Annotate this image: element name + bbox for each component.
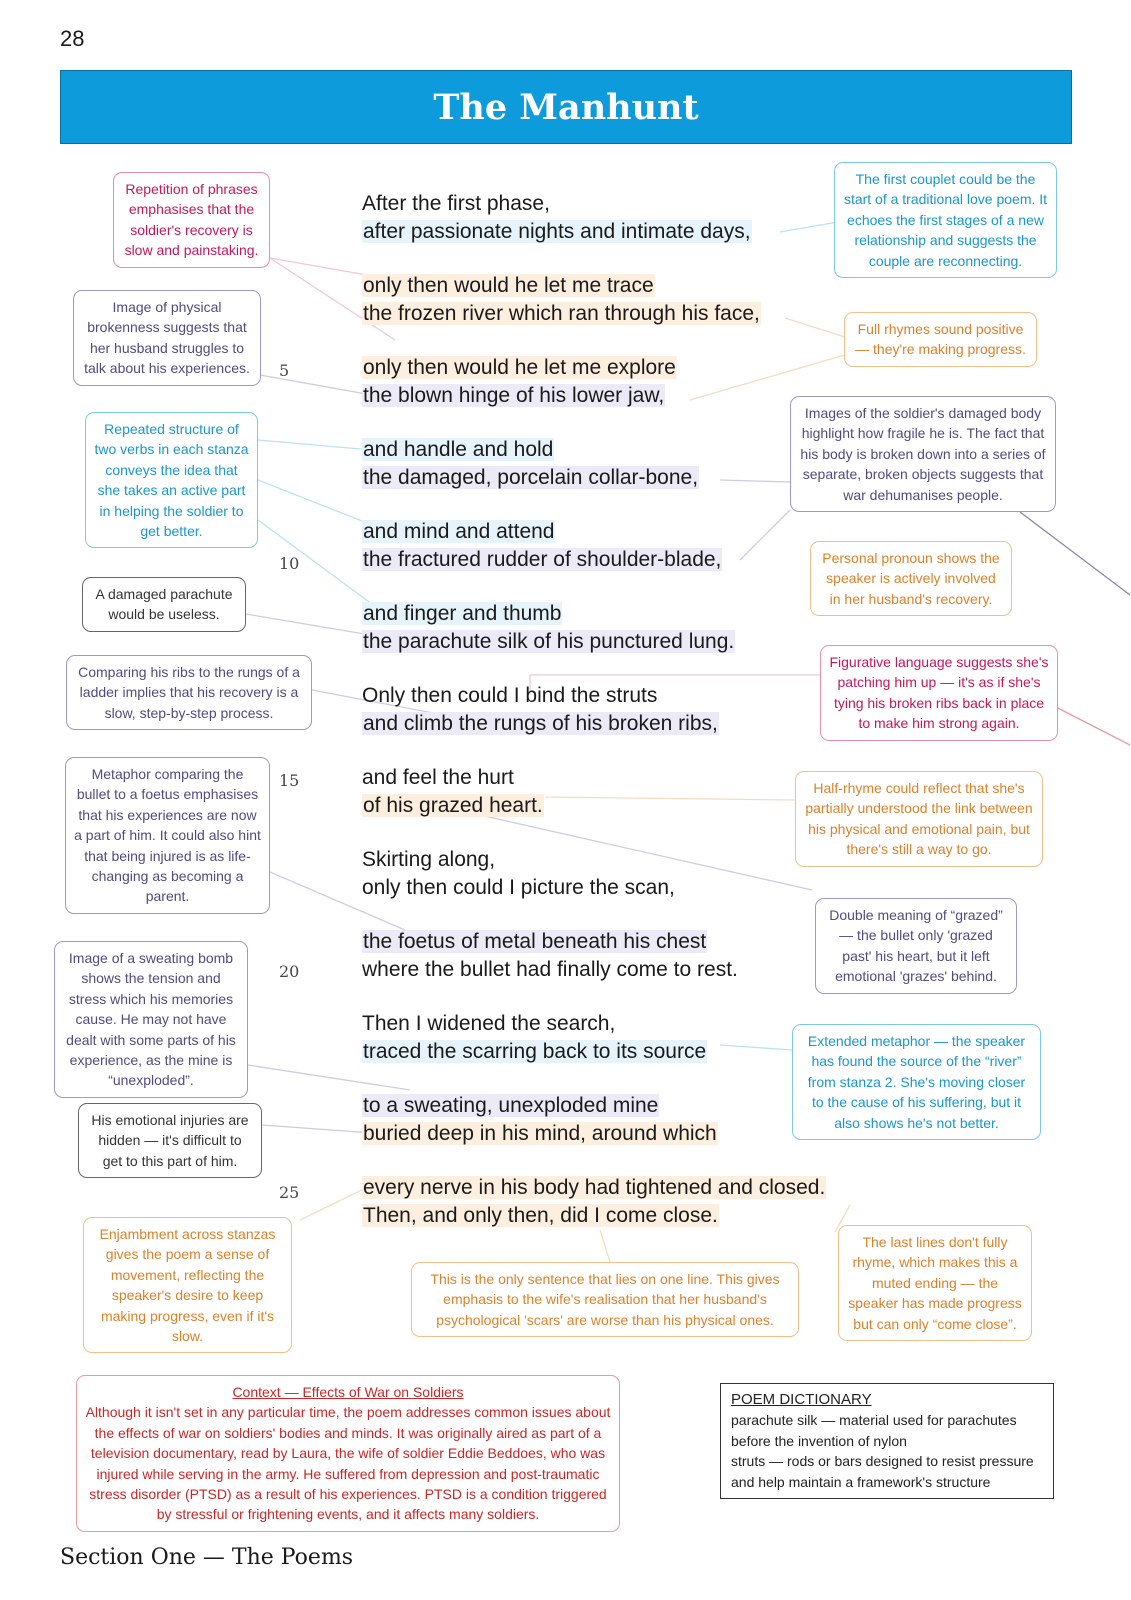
poem-stanza (362, 1092, 832, 1147)
section-footer: Section One — The Poems (60, 1545, 354, 1570)
context-box (76, 1375, 620, 1532)
annotation-last-lines: The last lines don't fully rhyme, which makes this a muted ending — the speaker has made progress but can only “come close”. (838, 1225, 1032, 1341)
poem-line (362, 546, 832, 574)
poem-stanza (362, 600, 832, 655)
highlighted-line: and handle and hold (363, 438, 554, 461)
highlighted-line: only then would he let me trace (363, 274, 654, 297)
annotation-ladder: Comparing his ribs to the rungs of a ladder implies that his recovery is a slow, step-by-step process. (66, 655, 312, 730)
poem-line (362, 1174, 832, 1202)
poem-line: Then I widened the search, (362, 1012, 616, 1035)
connector-line (1052, 705, 1130, 745)
line-number: 20 (279, 962, 300, 981)
poem-line (362, 464, 832, 492)
annotation-bomb: Image of a sweating bomb shows the tension and stress which his memories cause. He may not have dealt with some parts of his experience, as the mine is “unexploded”. (54, 941, 248, 1098)
poem-line: and feel the hurt (362, 766, 514, 789)
poem-line (362, 600, 832, 628)
poem-stanza (362, 846, 832, 901)
highlighted-line: and climb the rungs of his broken ribs, (363, 711, 718, 735)
annotation-two-verbs: Repeated structure of two verbs in each stanza conveys the idea that she takes an active part in helping the soldier to get better. (85, 412, 258, 548)
page-number: 28 (60, 26, 85, 51)
highlighted-line: the frozen river which ran through his face, (363, 301, 760, 325)
highlighted-line: buried deep in his mind, around which (363, 1121, 717, 1145)
annotation-figurative: Figurative language suggests she's patching him up — it's as if she's tying his broken ribs back in place to make him strong again. (820, 645, 1058, 741)
annotation-repetition: Repetition of phrases emphasises that the soldier's recovery is slow and painstaking. (113, 172, 270, 268)
highlighted-line: Then, and only then, did I come close. (363, 1203, 718, 1227)
annotation-hidden: His emotional injuries are hidden — it's difficult to get to this part of him. (78, 1103, 262, 1178)
title-bar (60, 70, 1072, 144)
highlighted-line: and finger and thumb (363, 602, 562, 625)
poem-text (362, 190, 832, 1256)
poem-line (362, 1120, 832, 1148)
poem-line: Skirting along, (362, 848, 496, 871)
annotation-enjambment: Enjambment across stanzas gives the poem a sense of movement, reflecting the speaker's desire to keep making progress, even if it's slow. (83, 1217, 292, 1353)
annotation-foetus: Metaphor comparing the bullet to a foetus emphasises that his experiences are now a part of him. It could also hint that being injured is as life-changing as becoming a parent. (65, 757, 270, 914)
context-title: Context — Effects of War on Soldiers (232, 1384, 464, 1400)
dictionary-entry: parachute silk — material used for parachutes before the invention of nylon (731, 1412, 1017, 1449)
poem-stanza (362, 1174, 832, 1229)
poem-stanza (362, 436, 832, 491)
poem-line (362, 628, 832, 656)
line-number: 15 (279, 771, 300, 790)
poem-line: After the first phase, (362, 192, 550, 215)
highlighted-line: the foetus of metal beneath his chest (363, 930, 707, 953)
dictionary-title: POEM DICTIONARY (731, 1391, 872, 1408)
connector-line (1020, 512, 1130, 595)
poem-line (362, 382, 832, 410)
highlighted-line: the blown hinge of his lower jaw, (363, 383, 665, 407)
annotation-damaged-body: Images of the soldier's damaged body highlight how fragile he is. The fact that his body is broken down into a series of separate, broken objects suggests that war dehumanises people. (790, 396, 1056, 512)
highlighted-line: after passionate nights and intimate days, (363, 219, 751, 243)
poem-stanza (362, 190, 832, 245)
poem-line (362, 928, 832, 956)
highlighted-line: the parachute silk of his punctured lung. (363, 629, 735, 653)
highlighted-line: of his grazed heart. (363, 793, 543, 817)
annotation-full-rhymes: Full rhymes sound positive — they're making progress. (844, 312, 1037, 367)
highlighted-line: only then would he let me explore (363, 356, 676, 379)
poem-line (362, 1092, 832, 1120)
annotation-pronoun: Personal pronoun shows the speaker is actively involved in her husband's recovery. (810, 541, 1012, 616)
annotation-half-rhyme: Half-rhyme could reflect that she's partially understood the link between his physical and emotional pain, but there's still a way to go. (795, 771, 1043, 867)
poem-line (362, 710, 832, 738)
poem-line (362, 354, 832, 382)
poem-stanza (362, 354, 832, 409)
line-number: 25 (279, 1183, 300, 1202)
poem-line (362, 436, 832, 464)
annotation-one-line: This is the only sentence that lies on one line. This gives emphasis to the wife's realisation that her husband's psychological 'scars' are worse than his physical ones. (411, 1262, 799, 1337)
poem-line (362, 792, 832, 820)
poem-line: where the bullet had finally come to rest. (362, 957, 738, 981)
poem-stanza (362, 928, 832, 983)
poem-line (362, 1038, 832, 1066)
poem-line: only then could I picture the scan, (362, 875, 675, 899)
poem-line (362, 300, 832, 328)
poem-line (362, 1202, 832, 1230)
highlighted-line: every nerve in his body had tightened and closed. (363, 1176, 826, 1199)
poem-stanza (362, 764, 832, 819)
highlighted-line: the damaged, porcelain collar-bone, (363, 465, 699, 489)
poem-line (362, 272, 832, 300)
poem-stanza (362, 682, 832, 737)
poem-stanza (362, 518, 832, 573)
dictionary-entry: struts — rods or bars designed to resist pressure and help maintain a framework's structure (731, 1453, 1034, 1490)
annotation-parachute: A damaged parachute would be useless. (82, 577, 246, 632)
highlighted-line: and mind and attend (363, 520, 555, 543)
poem-line: Only then could I bind the struts (362, 684, 658, 707)
annotation-brokenness: Image of physical brokenness suggests that her husband struggles to talk about his experiences. (73, 290, 261, 386)
poem-stanza (362, 1010, 832, 1065)
highlighted-line: to a sweating, unexploded mine (363, 1094, 659, 1117)
poem-dictionary (720, 1383, 1054, 1499)
page-title: The Manhunt (433, 86, 699, 128)
annotation-extended-metaphor: Extended metaphor — the speaker has found the source of the “river” from stanza 2. She's moving closer to the cause of his suffering, but it also shows he's not better. (792, 1024, 1041, 1140)
line-number: 10 (279, 554, 300, 573)
poem-line (362, 218, 832, 246)
line-number: 5 (279, 361, 290, 380)
context-text: Although it isn't set in any particular time, the poem addresses common issues about the effects of war on soldiers' bodies and minds. It was originally aired as part of a television documentary, read by Laura, the wife of soldier Eddie Beddoes, who was injured while serving in the army. He suffered from depression and post-traumatic stress disorder (PTSD) as a result of his experiences. PTSD is a condition triggered by stressful or frightening events, and it affects many soldiers. (85, 1404, 611, 1523)
annotation-double-meaning: Double meaning of “grazed” — the bullet only 'grazed past' his heart, but it left emotional 'grazes' behind. (815, 898, 1017, 994)
annotation-first-couplet: The first couplet could be the start of a traditional love poem. It echoes the first stages of a new relationship and suggests the couple are reconnecting. (834, 162, 1057, 278)
poem-line (362, 518, 832, 546)
highlighted-line: traced the scarring back to its source (363, 1039, 707, 1063)
poem-stanza (362, 272, 832, 327)
highlighted-line: the fractured rudder of shoulder-blade, (363, 547, 722, 571)
